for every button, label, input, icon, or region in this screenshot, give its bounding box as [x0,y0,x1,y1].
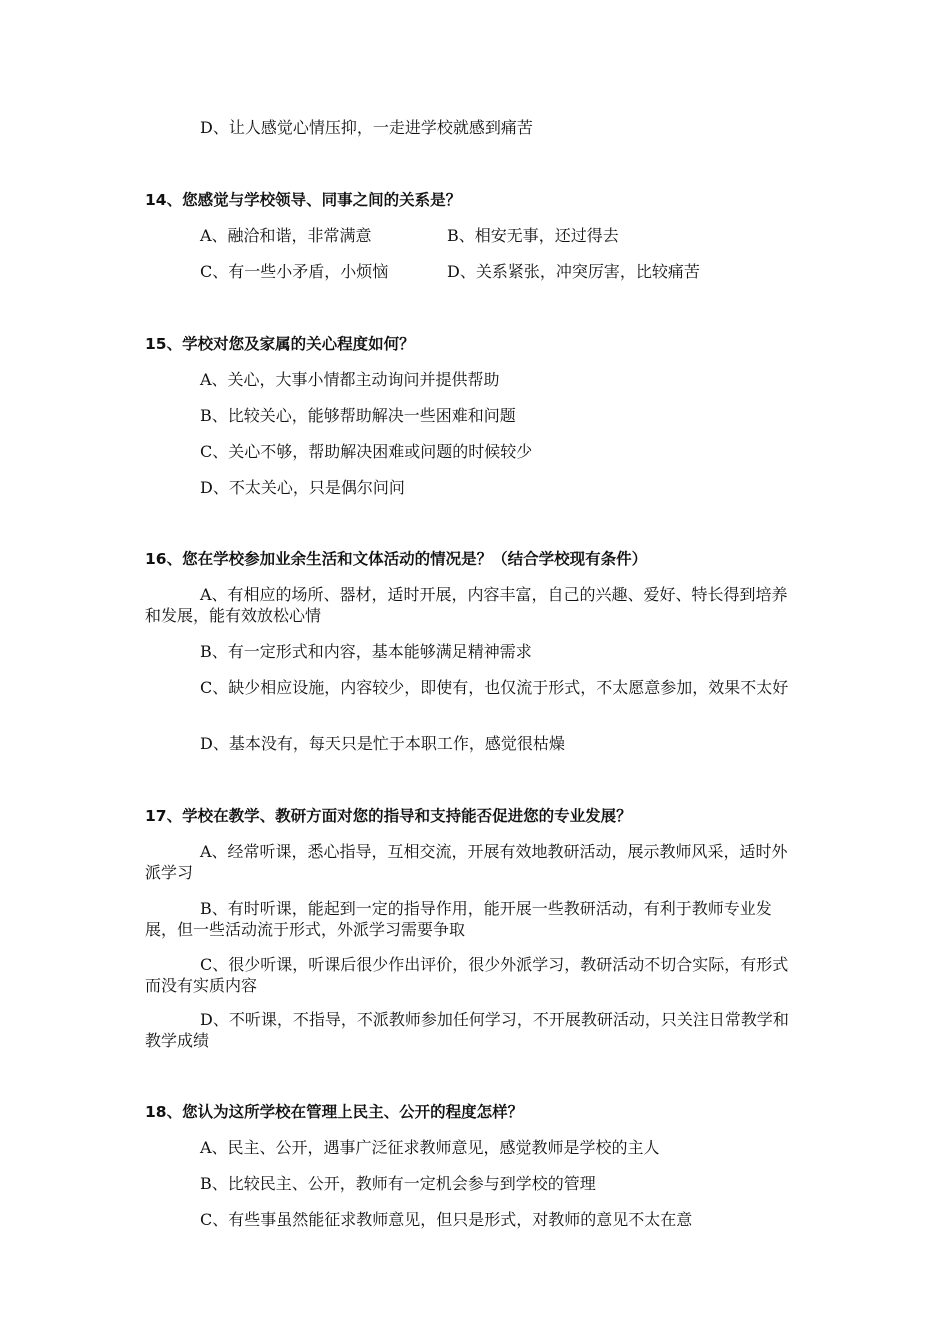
q17-option-d: D、不听课，不指导，不派教师参加任何学习，不开展教研活动，只关注日常教学和教学成绩 [145,1010,789,1050]
q15-option-b: B、比较关心，能够帮助解决一些困难和问题 [200,406,516,425]
q14-option-c: C、有一些小矛盾，小烦恼 [200,262,389,281]
q17-option-c: C、很少听课，听课后很少作出评价，很少外派学习，教研活动不切合实际，有形式而没有实质内容 [145,955,789,995]
q18-option-b: B、比较民主、公开，教师有一定机会参与到学校的管理 [200,1174,596,1193]
q16-option-d: D、基本没有，每天只是忙于本职工作，感觉很枯燥 [200,734,565,753]
q14-option-b: B、相安无事，还过得去 [447,226,619,245]
q15-option-d: D、不太关心，只是偶尔问问 [200,478,405,497]
q14-title: 14、您感觉与学校领导、同事之间的关系是？ [145,191,462,209]
q18-title: 18、您认为这所学校在管理上民主、公开的程度怎样？ [145,1103,524,1121]
q15-option-a: A、关心，大事小情都主动询问并提供帮助 [200,370,500,389]
q13-option-d: D、让人感觉心情压抑，一走进学校就感到痛苦 [200,118,533,137]
q18-option-a: A、民主、公开，遇事广泛征求教师意见，感觉教师是学校的主人 [200,1138,660,1157]
q16-option-a: A、有相应的场所、器材，适时开展，内容丰富，自己的兴趣、爱好、特长得到培养和发展，能有效放松心情 [145,585,788,625]
q14-option-a: A、融洽和谐，非常满意 [200,226,372,245]
q16-title: 16、您在学校参加业余生活和文体活动的情况是？（结合学校现有条件） [145,550,648,568]
q15-title: 15、学校对您及家属的关心程度如何？ [145,335,415,353]
q17-option-a: A、经常听课，悉心指导，互相交流，开展有效地教研活动，展示教师风采，适时外派学习 [145,842,788,882]
q18-option-c: C、有些事虽然能征求教师意见，但只是形式，对教师的意见不太在意 [200,1210,693,1229]
q17-option-b: B、有时听课，能起到一定的指导作用，能开展一些教研活动，有利于教师专业发展，但一些活动流于形式，外派学习需要争取 [145,899,772,939]
q16-option-b: B、有一定形式和内容，基本能够满足精神需求 [200,642,532,661]
q16-option-c: C、缺少相应设施，内容较少，即使有，也仅流于形式，不太愿意参加，效果不太好 [200,678,789,697]
q14-option-d: D、关系紧张，冲突厉害，比较痛苦 [447,262,700,281]
q15-option-c: C、关心不够，帮助解决困难或问题的时候较少 [200,442,533,461]
q17-title: 17、学校在教学、教研方面对您的指导和支持能否促进您的专业发展？ [145,807,632,825]
